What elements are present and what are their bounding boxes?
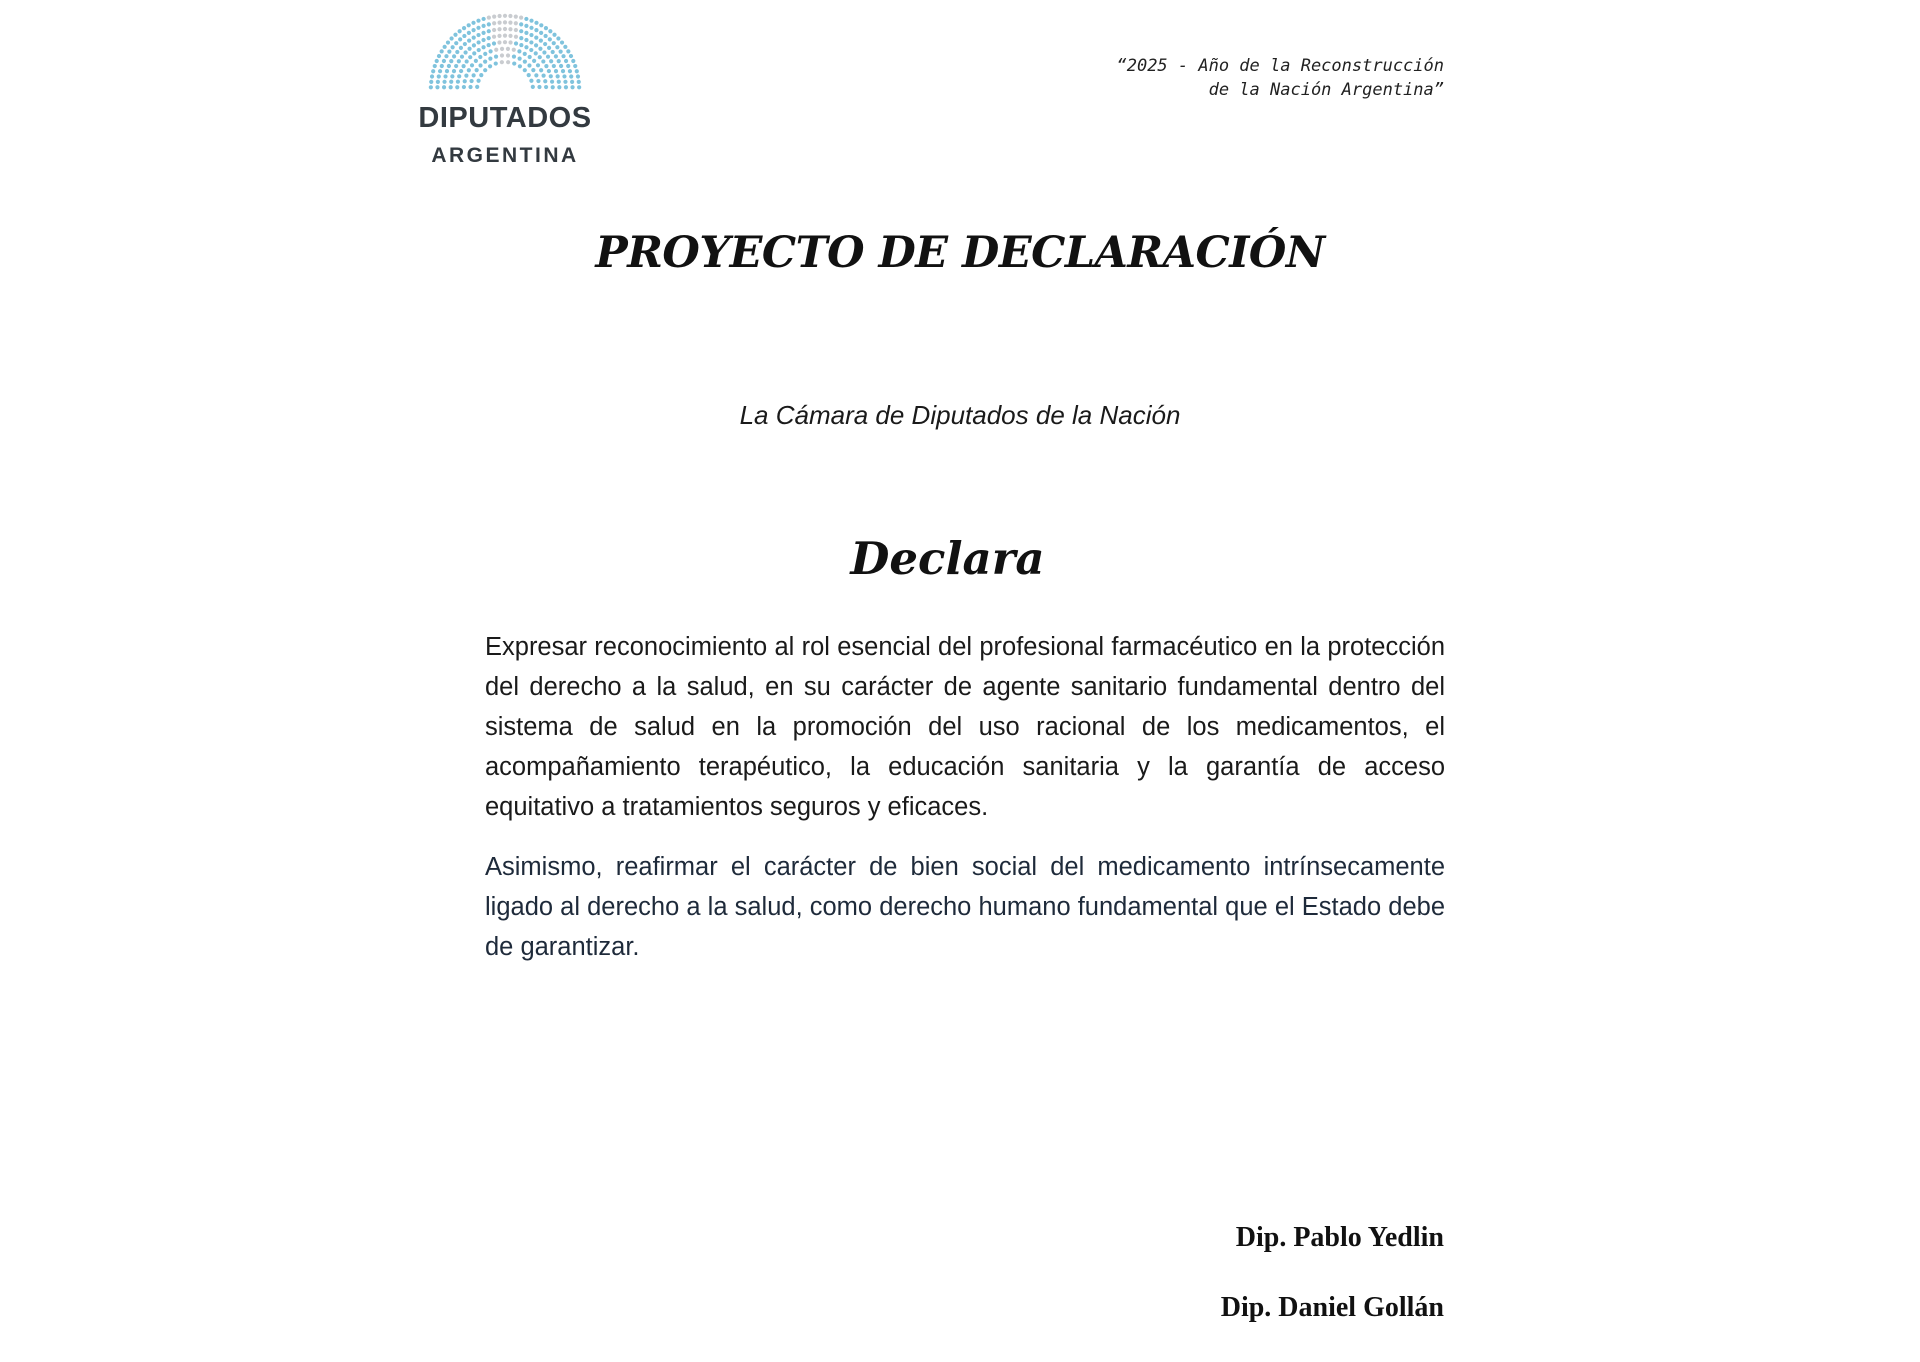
hemicycle-seat-dot [450, 74, 454, 78]
hemicycle-seat-dot [494, 48, 498, 52]
hemicycle-seat-dot [476, 26, 480, 30]
hemicycle-seat-dot [451, 45, 455, 49]
hemicycle-seat-dot [542, 74, 546, 78]
hemicycle-seat-dot [463, 50, 467, 54]
hemicycle-seat-dot [494, 61, 498, 65]
hemicycle-seat-dot [561, 69, 565, 73]
hemicycle-seat-dot [431, 69, 435, 73]
hemicycle-seat-dot [536, 79, 540, 83]
hemicycle-seat-dot [555, 45, 559, 49]
hemicycle-seat-dot [531, 68, 535, 72]
diputados-logo [405, 12, 605, 172]
hemicycle-seat-dot [487, 15, 491, 19]
hemicycle-seat-dot [524, 31, 528, 35]
hemicycle-seat-dot [529, 48, 533, 52]
hemicycle-seat-dot [529, 33, 533, 37]
hemicycle-seat-dot [440, 49, 444, 53]
hemicycle-seat-dot [569, 54, 573, 58]
hemicycle-seat-dot [481, 38, 485, 42]
hemicycle-seat-dot [549, 59, 553, 63]
hemicycle-seat-dot [433, 64, 437, 68]
hemicycle-seat-dot [476, 33, 480, 37]
hemicycle-seat-dot [547, 69, 551, 73]
hemicycle-seat-dot [446, 40, 450, 44]
hemicycle-seat-dot [447, 64, 451, 68]
hemicycle-seat-dot [467, 31, 471, 35]
hemicycle-seat-dot [447, 50, 451, 54]
hemicycle-seat-dot [503, 14, 507, 18]
hemicycle-seat-dot [519, 15, 523, 19]
hemicycle-seat-dot [544, 34, 548, 38]
hemicycle-seat-dot [523, 52, 527, 56]
hemicycle-seat-dot [577, 85, 581, 89]
body-paragraph-1: Expresar reconocimiento al rol esencial del profesional farmacéutico en la protección del derecho a la salud, en su carácter de agente sanitario fundamental dentro del sistema de salud en la promoción del uso racional de los medicamentos, el acompañamiento terapéutico, la educación sanitaria y la garantía de acceso equitativo a tratamientos seguros y eficaces. [485, 633, 1445, 821]
hemicycle-seat-dot [429, 80, 433, 84]
hemicycle-seat-dot [455, 85, 459, 89]
hemicycle-seat-dot [536, 63, 540, 67]
hemicycle-seat-dot [455, 50, 459, 54]
hemicycle-seat-dot [497, 21, 501, 25]
declaration-body [485, 627, 1445, 987]
hemicycle-seat-dot [468, 85, 472, 89]
hemicycle-seat-dot [500, 47, 504, 51]
hemicycle-seat-dot [479, 73, 483, 77]
hemicycle-seat-dot [481, 45, 485, 49]
hemicycle-seat-dot [429, 85, 433, 89]
declara-heading: Declara [850, 532, 1045, 585]
hemicycle-seat-dot [467, 68, 471, 72]
signature-1: Dip. Pablo Yedlin [1235, 1222, 1444, 1253]
hemicycle-seat-dot [560, 40, 564, 44]
hemicycle-seat-dot [577, 80, 581, 84]
hemicycle-seat-dot [552, 64, 556, 68]
hemicycle-seat-dot [537, 85, 541, 89]
hemicycle-seat-dot [569, 74, 573, 78]
hemicycle-seat-dot [544, 85, 548, 89]
hemicycle-seat-dot [562, 74, 566, 78]
hemicycle-seat-dot [471, 21, 475, 25]
hemicycle-seat-dot [503, 20, 507, 24]
hemicycle-seat-dot [472, 43, 476, 47]
hemicycle-seat-dot [508, 21, 512, 25]
hemicycle-seat-dot [443, 45, 447, 49]
hemicycle-seat-dot [458, 29, 462, 33]
hemicycle-seat-dot [544, 26, 548, 30]
hemicycle-seat-dot [524, 24, 528, 28]
hemicycle-seat-dot [438, 69, 442, 73]
hemicycle-seat-dot [576, 74, 580, 78]
hemicycle-seat-dot [483, 68, 487, 72]
hemicycle-seat-dot [458, 37, 462, 41]
hemicycle-seat-dot [524, 38, 528, 42]
hemicycle-seat-dot [494, 54, 498, 58]
hemicycle-seat-dot [476, 79, 480, 83]
chamber-heading: La Cámara de Diputados de la Nación [739, 400, 1181, 430]
hemicycle-seat-dot [519, 22, 523, 26]
year-motto [1116, 54, 1444, 102]
hemicycle-seat-dot [487, 36, 491, 40]
hemicycle-seat-dot [514, 41, 518, 45]
hemicycle-seat-dot [557, 59, 561, 63]
hemicycle-seat-dot [508, 34, 512, 38]
hemicycle-seat-dot [483, 52, 487, 56]
hemicycle-seat-dot [459, 46, 463, 50]
hemicycle-seat-dot [557, 80, 561, 84]
hemicycle-seat-dot [542, 50, 546, 54]
hemicycle-seat-dot [539, 23, 543, 27]
hemicycle-seat-dot [544, 64, 548, 68]
motto-line-2: de la Nación Argentina” [1208, 80, 1444, 100]
hemicycle-seat-dot [559, 50, 563, 54]
hemicycle-seat-dot [449, 80, 453, 84]
logo-name: DIPUTADOS [418, 102, 592, 134]
hemicycle-seat-dot [444, 54, 448, 58]
hemicycle-seat-dot [492, 14, 496, 18]
hemicycle-seat-dot [538, 55, 542, 59]
hemicycle-seat-dot [561, 54, 565, 58]
hemicycle-seat-dot [469, 79, 473, 83]
hemicycle-seat-dot [575, 69, 579, 73]
hemicycle-seat-dot [454, 64, 458, 68]
hemicycle-seat-dot [566, 49, 570, 53]
hemicycle-seat-dot [508, 40, 512, 44]
hemicycle-seat-dot [566, 64, 570, 68]
hemicycle-seat-dot [497, 27, 501, 31]
hemicycle-seat-dot [548, 29, 552, 33]
hemicycle-seat-dot [460, 55, 464, 59]
hemicycle-seat-dot [475, 85, 479, 89]
hemicycle-seat-dot [527, 73, 531, 77]
hemicycle-seat-dot [563, 80, 567, 84]
hemicycle-seat-dot [512, 61, 516, 65]
hemicycle-seat-dot [508, 27, 512, 31]
hemicycle-seat-dot [477, 40, 481, 44]
hemicycle-seat-dot [563, 45, 567, 49]
hemicycle-seat-dot [523, 68, 527, 72]
hemicycle-seat-dot [497, 14, 501, 18]
hemicycle-seat-dot [534, 28, 538, 32]
hemicycle-seat-dot [481, 31, 485, 35]
hemicycle-seat-dot [528, 55, 532, 59]
hemicycle-seat-dot [442, 85, 446, 89]
hemicycle-seat-dot [492, 21, 496, 25]
hemicycle-seat-dot [470, 63, 474, 67]
hemicycle-seat-dot [440, 64, 444, 68]
hemicycle-seat-dot [457, 59, 461, 63]
hemicycle-seat-dot [462, 64, 466, 68]
hemicycle-seat-dot [454, 41, 458, 45]
hemicycle-icon [425, 12, 585, 92]
hemicycle-seat-dot [488, 64, 492, 68]
hemicycle-seat-dot [539, 68, 543, 72]
hemicycle-seat-dot [532, 59, 536, 63]
hemicycle-seat-dot [462, 26, 466, 30]
hemicycle-seat-dot [534, 43, 538, 47]
hemicycle-seat-dot [550, 80, 554, 84]
hemicycle-seat-dot [500, 60, 504, 64]
hemicycle-seat-dot [546, 55, 550, 59]
hemicycle-seat-dot [564, 85, 568, 89]
hemicycle-seat-dot [442, 80, 446, 84]
hemicycle-seat-dot [523, 60, 527, 64]
hemicycle-seat-dot [449, 36, 453, 40]
hemicycle-seat-dot [500, 53, 504, 57]
hemicycle-seat-dot [519, 36, 523, 40]
hemicycle-seat-dot [474, 59, 478, 63]
hemicycle-seat-dot [468, 55, 472, 59]
hemicycle-seat-dot [517, 49, 521, 53]
hemicycle-seat-dot [457, 74, 461, 78]
hemicycle-seat-dot [472, 73, 476, 77]
hemicycle-seat-dot [549, 74, 553, 78]
hemicycle-seat-dot [492, 28, 496, 32]
hemicycle-seat-dot [552, 41, 556, 45]
hemicycle-seat-dot [467, 23, 471, 27]
hemicycle-seat-dot [554, 54, 558, 58]
hemicycle-seat-dot [437, 54, 441, 58]
hemicycle-seat-dot [465, 59, 469, 63]
hemicycle-seat-dot [492, 35, 496, 39]
hemicycle-seat-dot [467, 47, 471, 51]
hemicycle-seat-dot [472, 36, 476, 40]
hemicycle-seat-dot [564, 59, 568, 63]
hemicycle-seat-dot [452, 54, 456, 58]
document-title: PROYECTO DE DECLARACIÓN [595, 228, 1325, 278]
hemicycle-seat-dot [475, 68, 479, 72]
hemicycle-seat-dot [557, 85, 561, 89]
hemicycle-seat-dot [487, 29, 491, 33]
hemicycle-seat-dot [524, 45, 528, 49]
hemicycle-seat-dot [449, 85, 453, 89]
hemicycle-seat-dot [514, 35, 518, 39]
hemicycle-seat-dot [534, 51, 538, 55]
hemicycle-seat-dot [487, 43, 491, 47]
hemicycle-seat-dot [481, 24, 485, 28]
hemicycle-seat-dot [477, 48, 481, 52]
hemicycle-seat-dot [514, 28, 518, 32]
hemicycle-seat-dot [543, 42, 547, 46]
hemicycle-seat-dot [497, 40, 501, 44]
hemicycle-seat-dot [459, 69, 463, 73]
hemicycle-seat-dot [464, 74, 468, 78]
hemicycle-seat-dot [435, 59, 439, 63]
hemicycle-seat-dot [539, 39, 543, 43]
hemicycle-seat-dot [503, 34, 507, 38]
hemicycle-seat-dot [456, 80, 460, 84]
hemicycle-seat-dot [497, 34, 501, 38]
hemicycle-seat-dot [538, 47, 542, 51]
hemicycle-seat-dot [471, 28, 475, 32]
hemicycle-seat-dot [492, 41, 496, 45]
hemicycle-seat-dot [445, 69, 449, 73]
hemicycle-seat-dot [518, 64, 522, 68]
hemicycle-seat-dot [571, 59, 575, 63]
hemicycle-seat-dot [514, 21, 518, 25]
hemicycle-seat-dot [519, 43, 523, 47]
hemicycle-seat-dot [529, 40, 533, 44]
hemicycle-seat-dot [437, 74, 441, 78]
hemicycle-seat-dot [534, 21, 538, 25]
hemicycle-seat-dot [506, 47, 510, 51]
hemicycle-seat-dot [453, 33, 457, 37]
hemicycle-seat-dot [529, 26, 533, 30]
hemicycle-seat-dot [547, 46, 551, 50]
hemicycle-seat-dot [514, 14, 518, 18]
hemicycle-seat-dot [463, 79, 467, 83]
hemicycle-seat-dot [548, 37, 552, 41]
hemicycle-seat-dot [518, 57, 522, 61]
hemicycle-seat-dot [539, 31, 543, 35]
hemicycle-seat-dot [467, 39, 471, 43]
hemicycle-seat-dot [541, 59, 545, 63]
hemicycle-seat-dot [482, 17, 486, 21]
hemicycle-seat-dot [452, 69, 456, 73]
signature-2: Dip. Daniel Gollán [1220, 1292, 1444, 1323]
hemicycle-seat-dot [552, 33, 556, 37]
hemicycle-seat-dot [472, 51, 476, 55]
motto-line-1: “2025 - Año de la Reconstrucción [1116, 56, 1444, 76]
hemicycle-seat-dot [478, 55, 482, 59]
hemicycle-seat-dot [559, 64, 563, 68]
hemicycle-seat-dot [508, 14, 512, 18]
hemicycle-seat-dot [556, 74, 560, 78]
hemicycle-seat-dot [556, 36, 560, 40]
hemicycle-seat-dot [554, 69, 558, 73]
hemicycle-seat-dot [570, 85, 574, 89]
hemicycle-seat-dot [462, 85, 466, 89]
hemicycle-seat-dot [489, 49, 493, 53]
hemicycle-seat-dot [543, 79, 547, 83]
hemicycle-seat-dot [512, 48, 516, 52]
hemicycle-seat-dot [503, 27, 507, 31]
hemicycle-seat-dot [529, 79, 533, 83]
hemicycle-seat-dot [570, 80, 574, 84]
body-paragraph-2: Asimismo, reafirmar el carácter de bien social del medicamento intrínsecamente ligado al derecho a la salud, como derecho humano fundamental que el Estado debe de garantizar. [485, 853, 1445, 961]
hemicycle-seat-dot [478, 63, 482, 67]
hemicycle-seat-dot [436, 80, 440, 84]
hemicycle-seat-dot [519, 29, 523, 33]
hemicycle-seat-dot [524, 17, 528, 21]
hemicycle-seat-dot [487, 22, 491, 26]
hemicycle-seat-dot [430, 74, 434, 78]
hemicycle-seat-dot [531, 85, 535, 89]
logo-country: ARGENTINA [431, 144, 579, 167]
hemicycle-seat-dot [551, 50, 555, 54]
hemicycle-seat-dot [529, 19, 533, 23]
hemicycle-seat-dot [488, 57, 492, 61]
hemicycle-seat-dot [476, 19, 480, 23]
hemicycle-seat-dot [462, 34, 466, 38]
hemicycle-seat-dot [568, 69, 572, 73]
hemicycle-seat-dot [506, 53, 510, 57]
hemicycle-seat-dot [534, 73, 538, 77]
hemicycle-seat-dot [551, 85, 555, 89]
hemicycle-seat-dot [527, 63, 531, 67]
hemicycle-seat-dot [534, 36, 538, 40]
hemicycle-seat-dot [512, 54, 516, 58]
hemicycle-seat-dot [442, 59, 446, 63]
hemicycle-seat-dot [443, 74, 447, 78]
hemicycle-seat-dot [449, 59, 453, 63]
hemicycle-seat-dot [463, 42, 467, 46]
hemicycle-seat-dot [573, 64, 577, 68]
hemicycle-seat-dot [506, 60, 510, 64]
hemicycle-seat-dot [503, 40, 507, 44]
signatures-block [1221, 1222, 1444, 1362]
hemicycle-seat-dot [483, 60, 487, 64]
hemicycle-seat-dot [435, 85, 439, 89]
